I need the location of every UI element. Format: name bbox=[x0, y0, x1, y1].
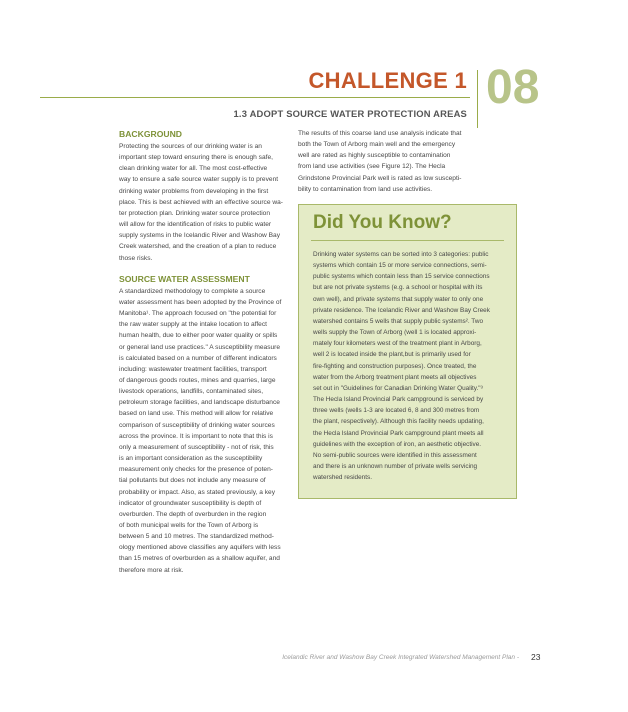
background-paragraph: Protecting the sources of our drinking water is an important step toward ensuring there is enough safe, clean drinking water for all. The most cost-effective way to ensure a safe source water supply is to prevent drinking water problems from developing in the first place. This is best achieved with an effective source wa- ter protection plan. Drinking water source protection will allow for the identification of risks to public water supply systems in the Icelandic River and Washow Bay Creek watershed, and the creation of a plan to reduce those risks. bbox=[119, 143, 283, 262]
page-number: 23 bbox=[531, 652, 541, 662]
assessment-heading: SOURCE WATER ASSESSMENT bbox=[119, 273, 250, 284]
challenge-title: CHALLENGE 1 bbox=[308, 68, 467, 93]
did-you-know-box bbox=[298, 204, 517, 499]
did-you-know-rule bbox=[311, 240, 504, 241]
header-rule bbox=[40, 97, 470, 98]
results-paragraph: The results of this coarse land use analysis indicate that both the Town of Arborg main well and the emergency well are rated as highly susceptible to contamination from land use activities (see Figure 12). The Hecla Grindstone Provincial Park well is rated as low suscepti- bility to contamination from land use activities. bbox=[298, 130, 462, 193]
did-you-know-title: Did You Know? bbox=[313, 212, 452, 233]
header-divider bbox=[477, 70, 478, 128]
chapter-number: 08 bbox=[486, 61, 540, 114]
left-column bbox=[119, 128, 291, 576]
footer-text: Icelandic River and Washow Bay Creek Integrated Watershed Management Plan - bbox=[282, 654, 519, 661]
assessment-paragraph: A standardized methodology to complete a source water assessment has been adopted by the Province of Manitoba¹. The approach focused on "the potential for the raw water supply at the intake location to affect human health, due to either poor water quality or spills or general land use practices." A susceptibility measure is calculated based on a number of different indicators including: wastewater treatment facilities, transport of dangerous goods routes, mines and quarries, large livestock operations, landfills, contaminated sites, petroleum storage facilities, and landscape disturbance based on land use. This method will allow for relative comparison of susceptibility of drinking water sources across the province. It is important to note that this is only a measurement of susceptibility - not of risk, this is an important consideration as the susceptibility measurement only checks for the presence of poten- tial pollutants but does not include any measure of probability or impact. Also, as stated previously, a key indicator of groundwater susceptibility is depth of overburden. The depth of overburden in the region of both municipal wells for the Town of Arborg is between 5 and 10 metres. The standardized method- ology mentioned above classifies any aquifers with less than 15 metres of overburden as a shallow aquifer, and therefore more at risk. bbox=[119, 287, 282, 574]
section-subtitle: 1.3 ADOPT SOURCE WATER PROTECTION AREAS bbox=[233, 108, 467, 119]
did-you-know-text: Drinking water systems can be sorted into 3 categories: public systems which contain 15 or more service connections, semi- public systems which contain less than 15 service connections but are not private systems (e.g. a school or hospital with its own well), and private systems that supply water to only one private residence. The Icelandic River and Washow Bay Creek watershed contains 5 wells that supply public systems². Two wells supply the Town of Arborg (well 1 is located approxi- mately four kilometers west of the treatment plant in Arborg, well 2 is located inside the plant,but is primarily used for fire-fighting and construction purposes). Once treated, the water from the Arborg treatment plant meets all objectives set out in "Guidelines for Canadian Drinking Water Quality."³ The Hecla Island Provincial Park campground is serviced by three wells (wells 1-3 are located 6, 8 and 300 metres from the plant, respectively). Although this facility needs updating, the Hecla Island Provincial Park campground plant meets all guidelines with the exception of iron, an aesthetic objective. No semi-public sources were identified in this assessment and there is an unknown number of private wells servicing watershed residents. bbox=[313, 251, 490, 482]
right-column bbox=[298, 128, 476, 195]
background-heading: BACKGROUND bbox=[119, 129, 183, 139]
